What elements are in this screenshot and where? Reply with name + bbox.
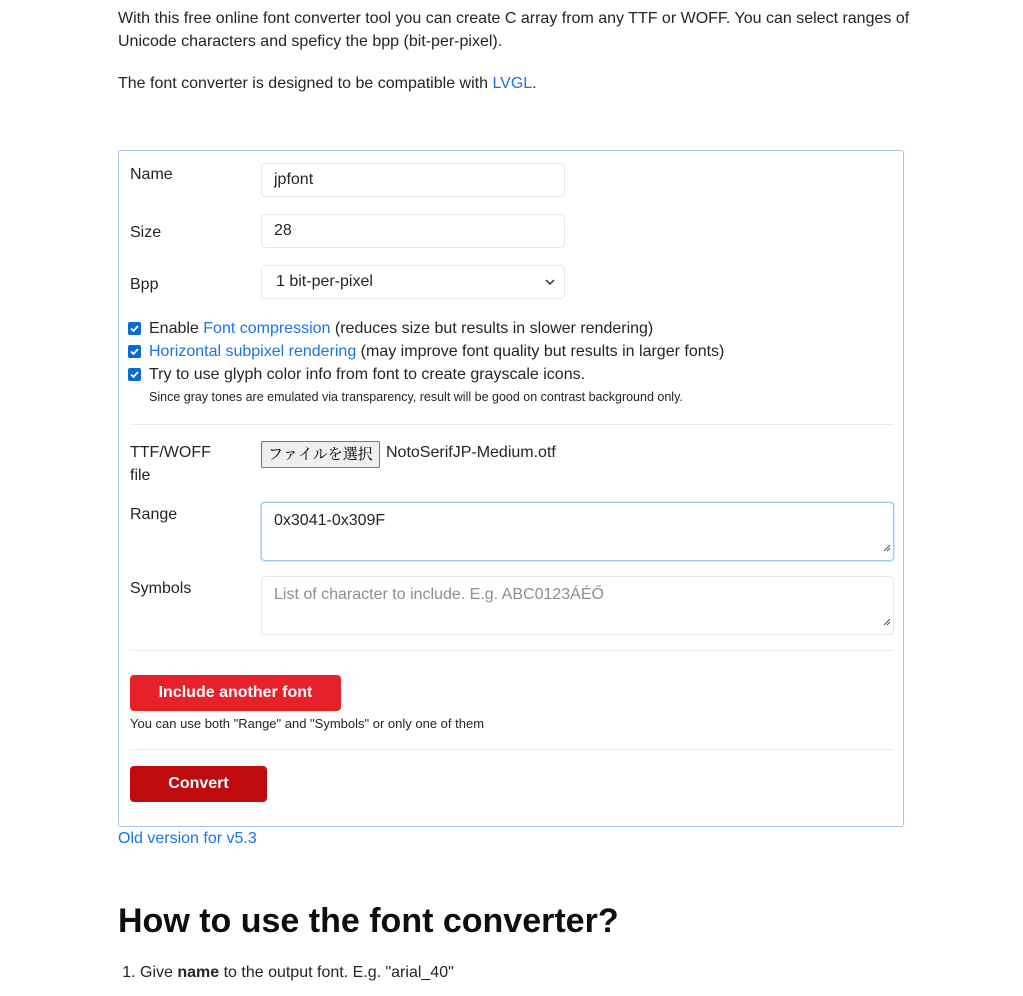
check-icon	[129, 369, 140, 380]
selected-file-name: NotoSerifJP-Medium.otf	[386, 444, 556, 461]
subpixel-suffix: (may improve font quality but results in larger fonts)	[356, 343, 725, 360]
intro-compat-prefix: The font converter is designed to be compatible with	[118, 75, 493, 92]
name-label: Name	[130, 166, 173, 183]
name-input[interactable]: jpfont	[261, 163, 565, 197]
glyph-color-checkbox[interactable]	[128, 368, 141, 381]
convert-button[interactable]: Convert	[130, 766, 267, 802]
font-compression-link[interactable]: Font compression	[203, 320, 331, 337]
intro-compat-suffix: .	[532, 75, 537, 92]
intro-text: With this free online font converter tool you can create C array from any TTF or WOFF. You can select ranges of Unicode characters and speficy the bpp (bit-per-pixel).	[118, 10, 910, 50]
converter-form	[118, 150, 904, 827]
symbols-textarea[interactable]	[261, 576, 894, 635]
divider	[130, 650, 893, 651]
divider	[130, 424, 893, 425]
range-label: Range	[130, 506, 178, 523]
compression-checkbox[interactable]	[128, 322, 141, 335]
bpp-selected-value: 1 bit-per-pixel	[276, 273, 373, 290]
howto-steps	[118, 964, 454, 982]
old-version-link[interactable]: Old version for v5.3	[118, 830, 257, 847]
size-label: Size	[130, 224, 162, 241]
compression-suffix: (reduces size but results in slower rendering)	[330, 320, 654, 337]
symbols-label: Symbols	[130, 580, 192, 597]
range-textarea[interactable]	[261, 502, 894, 561]
compression-prefix: Enable	[149, 320, 204, 337]
symbols-placeholder: List of character to include. E.g. ABC0123ÁÉŐ	[274, 586, 604, 603]
resize-grip-icon[interactable]	[883, 612, 891, 632]
bpp-select[interactable]	[261, 265, 565, 299]
glyph-color-note: Since gray tones are emulated via transparency, result will be good on contrast background only.	[149, 390, 683, 404]
resize-grip-icon[interactable]	[883, 538, 891, 558]
size-input[interactable]: 28	[261, 214, 565, 248]
choose-file-button[interactable]: ファイルを選択	[261, 441, 380, 468]
file-label-line1: TTF/WOFF	[130, 444, 211, 461]
list-item	[140, 964, 454, 982]
lvgl-link[interactable]: LVGL	[492, 75, 533, 92]
check-icon	[129, 323, 140, 334]
include-another-font-button[interactable]: Include another font	[130, 675, 341, 711]
intro-compat-text	[118, 72, 918, 95]
range-value: 0x3041-0x309F	[274, 512, 386, 529]
divider	[130, 749, 893, 750]
howto-heading: How to use the font converter?	[118, 902, 619, 940]
file-label-line2: file	[130, 467, 151, 484]
compression-option	[128, 317, 653, 340]
glyph-color-option	[128, 363, 585, 386]
chevron-down-icon	[545, 266, 555, 311]
step1-prefix: Give	[140, 964, 178, 981]
step1-suffix: to the output font. E.g. "arial_40"	[219, 964, 454, 981]
bpp-label: Bpp	[130, 276, 159, 293]
intro-section	[118, 7, 918, 95]
glyph-color-label: Try to use glyph color info from font to create grayscale icons.	[149, 366, 586, 383]
subpixel-rendering-link[interactable]: Horizontal subpixel rendering	[149, 343, 357, 360]
include-note: You can use both "Range" and "Symbols" or only one of them	[130, 716, 485, 731]
check-icon	[129, 346, 140, 357]
step1-bold: name	[177, 964, 220, 981]
subpixel-checkbox[interactable]	[128, 345, 141, 358]
file-label	[130, 441, 211, 487]
subpixel-option	[128, 340, 724, 363]
